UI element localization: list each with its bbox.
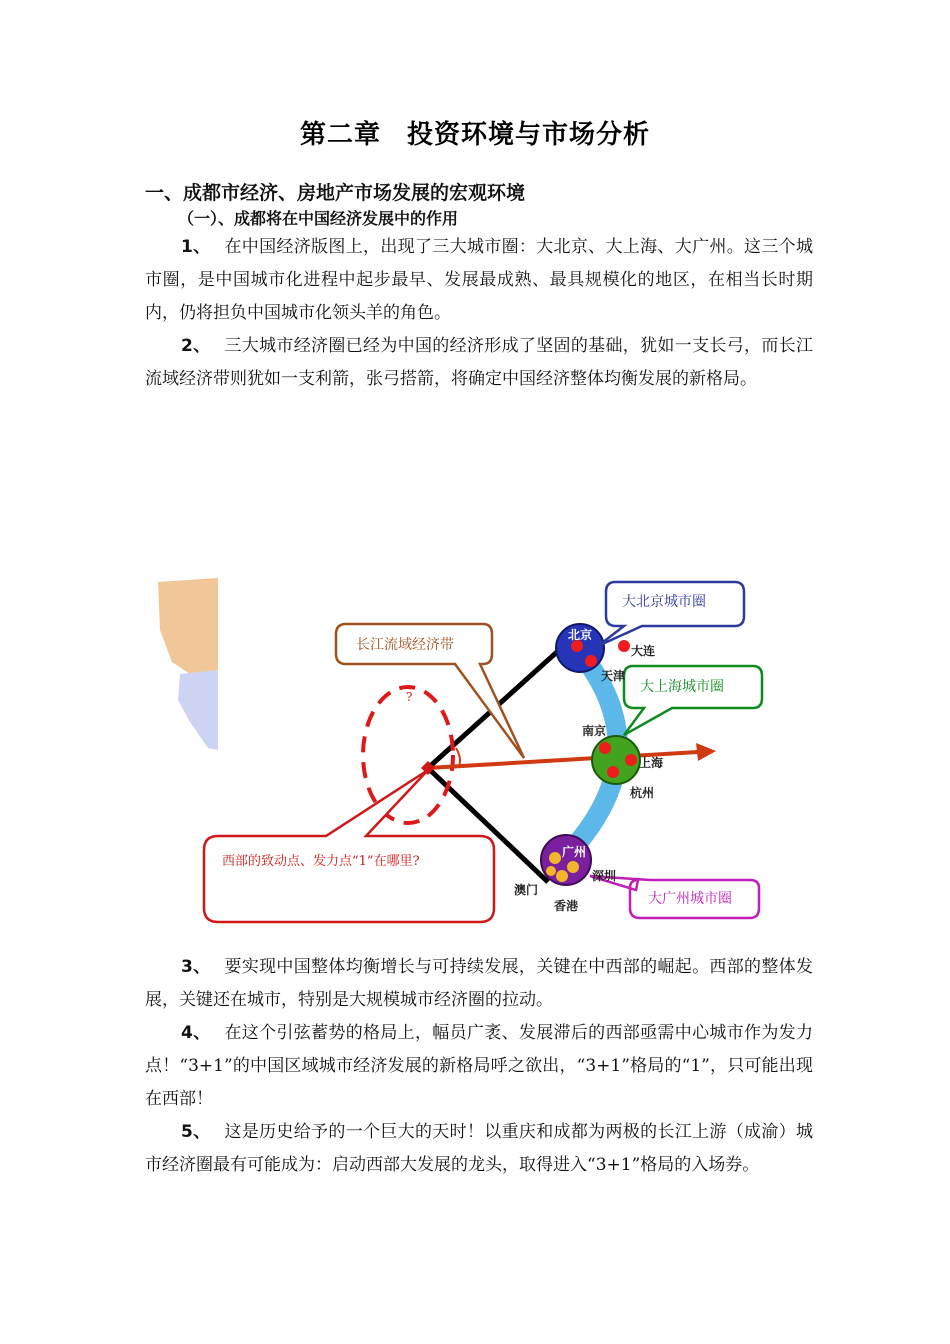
city-label-nanjing: 南京 [582, 724, 607, 738]
map-fragment-orange [158, 578, 218, 674]
city-label-tianjin: 天津 [601, 669, 626, 683]
economic-circles-figure [150, 570, 790, 935]
chapter-name: 投资环境与市场分析 [407, 120, 651, 150]
west-question-label: 西部的致动点、发力点“1”在哪里? [222, 854, 420, 869]
map-fragment-blue [178, 670, 218, 750]
subsection-heading: （一）、成都将在中国经济发展中的作用 [178, 209, 459, 228]
shanghai-callout-label: 大上海城市圈 [640, 679, 724, 695]
paragraph-number: 3、 [181, 957, 211, 977]
paragraph-number: 5、 [181, 1122, 211, 1142]
city-label-macau: 澳门 [514, 883, 539, 897]
paragraph-3 [145, 951, 813, 1017]
shanghai-dot [625, 754, 637, 766]
figure-graphics [150, 570, 790, 935]
paragraph-text: 三大城市经济圈已经为中国的经济形成了坚固的基础，犹如一支长弓，而长江流域经济带则犹如一支利箭，张弓搭箭，将确定中国经济整体均衡发展的新格局。 [145, 336, 813, 389]
paragraph-text: 这是历史给予的一个巨大的天时！以重庆和成都为两极的长江上游（成渝）城市经济圈最有可能成为：启动西部大发展的龙头，取得进入“3+1”格局的入场券。 [145, 1122, 813, 1175]
yangtze-arrow-head [696, 743, 716, 761]
chapter-title [0, 114, 950, 151]
dalian-dot [618, 640, 630, 652]
paragraph-text: 在中国经济版图上，出现了三大城市圈：大北京、大上海、大广州。这三个城市圈，是中国城市化进程中起步最早、发展最成熟、最具规模化的地区，在相当长时期内，仍将担负中国城市化领头羊的角色。 [145, 237, 813, 323]
city-label-shenzhen: 深圳 [592, 869, 617, 883]
guangzhou-dot [549, 852, 561, 864]
city-label-hangzhou: 杭州 [630, 786, 655, 800]
unknown-mark: ? [406, 690, 413, 704]
hangzhou-dot [607, 766, 619, 778]
city-label-guangzhou: 广州 [562, 845, 587, 859]
paragraph-1 [145, 231, 813, 330]
arrow-angle-mark [456, 748, 460, 766]
hongkong-dot [556, 870, 568, 882]
guangzhou-callout-label: 大广州城市圈 [648, 891, 732, 907]
paragraph-number: 4、 [181, 1023, 211, 1043]
city-label-dalian: 大连 [631, 644, 656, 658]
macau-dot [546, 866, 556, 876]
yangtze-callout-label: 长江流域经济带 [356, 637, 454, 653]
city-label-hongkong: 香港 [554, 899, 579, 913]
paragraph-text: 要实现中国整体均衡增长与可持续发展，关键在中西部的崛起。西部的整体发展，关键还在城市，特别是大规模城市经济圈的拉动。 [145, 957, 813, 1010]
paragraph-5 [145, 1116, 813, 1182]
nanjing-dot [599, 742, 611, 754]
city-label-beijing: 北京 [568, 628, 593, 642]
city-label-shanghai: 上海 [639, 756, 664, 770]
paragraph-2 [145, 330, 813, 396]
chapter-number: 第二章 [299, 120, 381, 150]
paragraph-4 [145, 1017, 813, 1116]
paragraph-text: 在这个引弦蓄势的格局上，幅员广袤、发展滞后的西部亟需中心城市作为发力点！“3+1”的中国区域城市经济发展的新格局呼之欲出，“3+1”格局的“1”，只可能出现在西部！ [145, 1023, 813, 1109]
beijing-callout-label: 大北京城市圈 [622, 594, 706, 610]
paragraph-number: 1、 [181, 237, 211, 257]
tianjin-dot [585, 655, 597, 667]
paragraph-number: 2、 [181, 336, 211, 356]
section-heading: 一、成都市经济、房地产市场发展的宏观环境 [145, 182, 526, 204]
shenzhen-dot [567, 861, 579, 873]
